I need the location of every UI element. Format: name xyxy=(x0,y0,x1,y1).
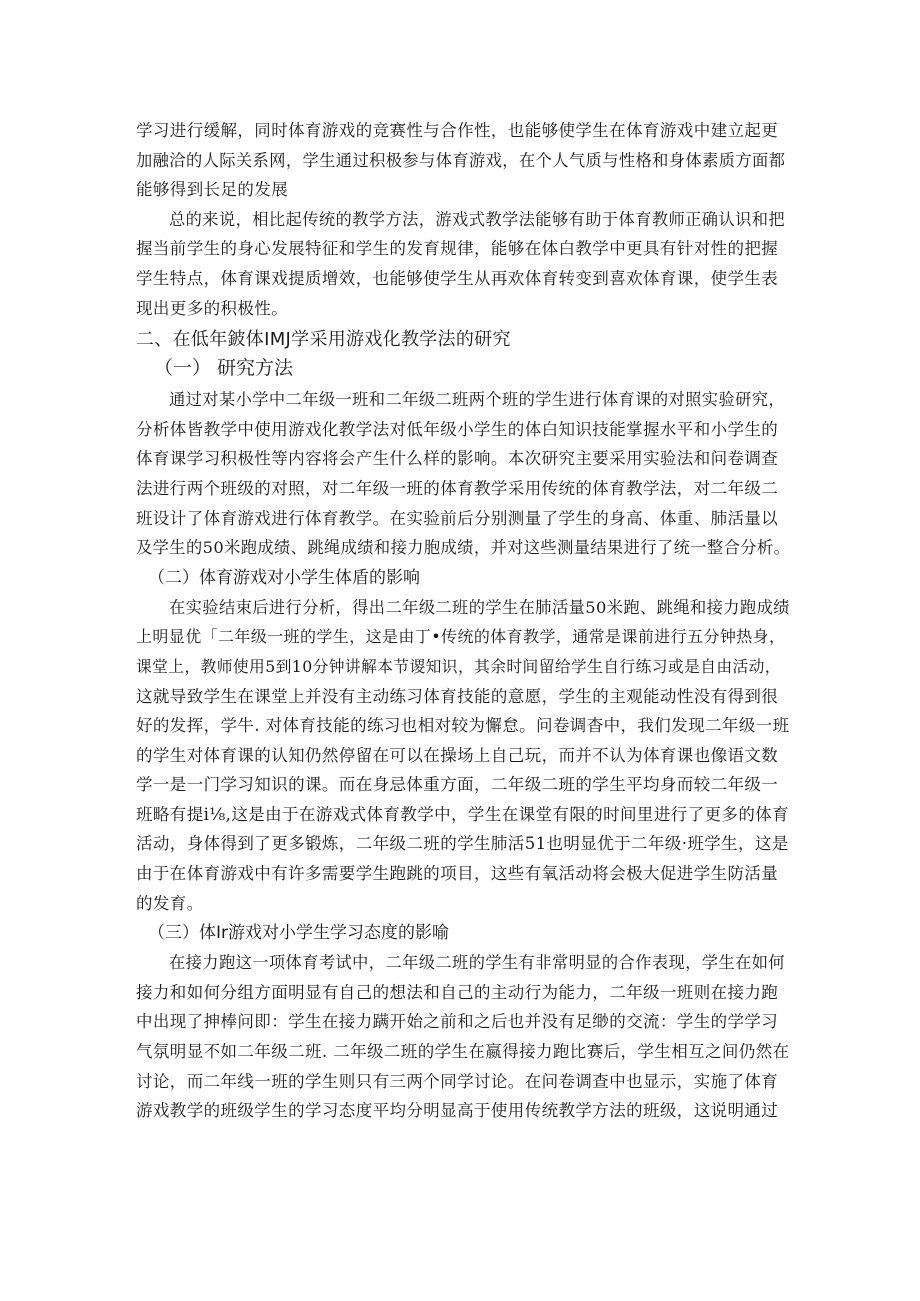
text-line: 好的发挥，学牛. 对体育技能的练习也相对较为懈怠。问卷调杳中，我们发现二年级一班 xyxy=(136,716,790,736)
text-line: 上明显优「二年级一班的学生，这是由丁•传统的体育教学，通常是课前进行五分钟热身， xyxy=(136,627,786,647)
text-line: 这就导致学生在课堂上并没有主动练习体育技能的意愿，学生的主观能动性没有得到很 xyxy=(136,686,779,706)
text-line: 讨论，而二年线一班的学生则只有三两个同学讨论。在问卷调查中也显示，实施了体育 xyxy=(136,1071,779,1091)
text-line: 在接力跑这一项体育考试中，二年级二班的学生有非常明显的合作表现，学生在如何 xyxy=(169,953,786,973)
paragraph-4 xyxy=(136,593,790,919)
document-page xyxy=(136,116,790,1126)
text-line: 加融洽的人际关系网，学生通过积极参与体育游戏，在个人气质与性格和身体素质方面都 xyxy=(136,150,786,170)
section-heading: 二、在低年鈹体IMJ学采用游戏化教学法的研究 xyxy=(136,329,511,351)
text-line: 的学生对体育课的认知仍然停留在可以在操场上自己玩，而并不认为体育课也像语文数 xyxy=(136,745,779,765)
text-line: 学一是一门学习知识的课。而在身忌体重方面，二年级二班的学生平均身而较二年级一 xyxy=(136,775,779,795)
text-line: 中出现了抻棒问即：学生在接力蹒开始之前和之后也并没有足缈的交流：学生的学学习 xyxy=(136,1012,779,1032)
text-line: 学生特点，体育课戏提质增效，也能够使学生从再欢体育转变到喜欢体育课，使学生表 xyxy=(136,268,779,288)
paragraph-5 xyxy=(136,948,790,1126)
text-line: 课堂上，教师使用5到10分钟讲解本节谡知识，其余时间留给学生自行练习或是自由活动， xyxy=(136,656,781,676)
text-line: 法进行两个班级的对照，对二年级一班的体育教学采用传统的体育教学法，对二年级二 xyxy=(136,478,779,498)
text-line: 握当前学生的身心发展特征和学生的发育规律，能够在体白教学中更具有针对性的把握 xyxy=(136,239,779,259)
subsection-heading-2: （二）体育游戏对小学生体盾的影响 xyxy=(148,567,420,588)
text-line: 的发育。 xyxy=(136,893,204,913)
text-line: 现出更多的积极性。 xyxy=(136,298,289,318)
subsection-heading-1: （一） 研究方法 xyxy=(154,357,294,380)
text-line: 能够得到长足的发展 xyxy=(136,180,289,200)
paragraph-3 xyxy=(136,385,790,563)
text-line: 由于在体育游戏中有许多需要学生跑跳的项目，这些有氧活动将会极大促进学生防活量 xyxy=(136,864,779,884)
text-line: 气氛明显不如二年级二班. 二年级二班的学生在嬴得接力跑比赛后，学生相互之间仍然在 xyxy=(136,1042,790,1062)
text-line: 班设计了体育游戏进行体育教学。在实验前后分别测量了学生的身高、体重、肺活量以 xyxy=(136,508,779,528)
text-line: 活动，身体得到了更多锻炼，二年级二班的学生肺活51也明显优于二年级·班学生，这是 xyxy=(136,834,789,854)
paragraph-2 xyxy=(136,205,790,323)
text-line: 班略有提i⅛,这是由于在游戏式体育教学中，学生在课堂有限的时间里进行了更多的体育 xyxy=(136,804,790,824)
text-line: 学习进行缓解，同时体育游戏的竞赛性与合作性，也能够使学生在体育游戏中建立起更 xyxy=(136,121,779,140)
text-line: 总的来说，相比起传统的教学方法，游戏式教学法能够有助于体育教师正确认识和把 xyxy=(169,209,786,229)
subsection-heading-3: （三）体Ir游戏对小学生学习态度的影喻 xyxy=(148,923,450,944)
text-line: 游戏教学的班级学生的学习态度平均分明显高于使用传统教学方法的班级，这说明通过 xyxy=(136,1101,779,1121)
text-line: 体育课学习积极性等内容将会产生什么样的影响。本次研究主要采用实验法和问卷调查 xyxy=(136,449,779,469)
text-line: 在实验结束后进行分析，得出二年级二班的学生在肺活量50米跑、跳绳和接力跑成绩 xyxy=(169,597,790,617)
text-line: 接力和如何分组方面明显有自己的想法和自己的主动行为能力，二年级一班则在接力跑 xyxy=(136,982,779,1002)
text-line: 分析体皆教学中使用游戏化教学法对低年级小学生的体白知识技能掌握水平和小学生的 xyxy=(136,419,779,439)
text-line: 及学生的50米跑成绩、跳绳成绩和接力胞成绩，并对这些测量结果进行了统一整合分析。 xyxy=(136,538,791,558)
paragraph-1 xyxy=(136,116,790,205)
text-line: 通过对某小学中二年级一班和二年级二班两个班的学生进行体育课的对照实验研究， xyxy=(169,390,786,410)
